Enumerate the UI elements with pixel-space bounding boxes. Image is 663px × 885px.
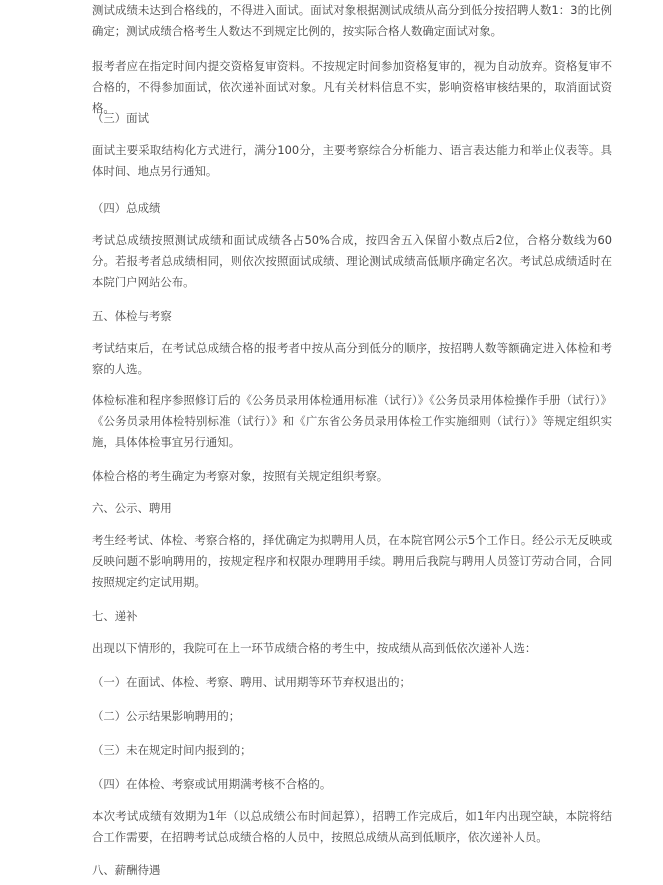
paragraph-qualification-review: 报考者应在指定时间内提交资格复审资料。不按规定时间参加资格复审的，视为自动放弃。资格复审不合格的，不得参加面试，依次递补面试对象。凡有关材料信息不实，影响资格审核结果的，取消面试资格。	[92, 59, 612, 115]
heading-total-score: （四）总成绩	[92, 201, 161, 215]
paragraph-inspection: 体检合格的考生确定为考察对象，按照有关规定组织考察。	[92, 469, 389, 483]
list-item-late-report: （三）未在规定时间内报到的；	[92, 743, 252, 757]
paragraph-total-score: 考试总成绩按照测试成绩和面试成绩各占50%合成，按四舍五入保留小数点后2位，合格分数线为60分。若报考者总成绩相同，则依次按照面试成绩、理论测试成绩高低顺序确定名次。考试总成绩适时在本院门户网站公布。	[92, 233, 612, 289]
paragraph-hiring: 考生经考试、体检、考察合格的，择优确定为拟聘用人员，在本院官网公示5个工作日。经公示无反映或反映问题不影响聘用的，按规定程序和权限办理聘用手续。聘用后我院与聘用人员签订劳动合同，合同按照规定约定试用期。	[92, 533, 612, 589]
list-item-withdrawal: （一）在面试、体检、考察、聘用、试用期等环节弃权退出的；	[92, 675, 411, 689]
paragraph-interview-method: 面试主要采取结构化方式进行，满分100分，主要考察综合分析能力、语言表达能力和举止仪表等。具体时间、地点另行通知。	[92, 143, 612, 178]
paragraph-exam-candidates: 考试结束后，在考试总成绩合格的报考者中按从高分到低分的顺序，按招聘人数等额确定进入体检和考察的人选。	[92, 341, 612, 376]
heading-publicity-hiring: 六、公示、聘用	[92, 501, 172, 515]
heading-interview: （三）面试	[92, 111, 149, 125]
list-item-publicity: （二）公示结果影响聘用的；	[92, 709, 241, 723]
paragraph-replacement-intro: 出现以下情形的，我院可在上一环节成绩合格的考生中，按成绩从高到低依次递补人选：	[92, 641, 537, 655]
paragraph-score-validity: 本次考试成绩有效期为1年（以总成绩公布时间起算），招聘工作完成后，如1年内出现空缺，本院将结合工作需要，在招聘考试总成绩合格的人员中，按照总成绩从高到低顺序，依次递补人员。	[92, 809, 612, 844]
heading-salary: 八、薪酬待遇	[92, 863, 161, 877]
paragraph-exam-standards: 体检标准和程序参照修订后的《公务员录用体检通用标准（试行）》《公务员录用体检操作手册（试行）》《公务员录用体检特别标准（试行）》和《广东省公务员录用体检工作实施细则（试行）》等规定组织实施，具体体检事宜另行通知。	[92, 393, 612, 449]
paragraph-interview-threshold: 测试成绩未达到合格线的，不得进入面试。面试对象根据测试成绩从高分到低分按招聘人数1：3的比例确定；测试成绩合格考生人数达不到规定比例的，按实际合格人数确定面试对象。	[92, 3, 612, 38]
heading-physical-exam: 五、体检与考察	[92, 309, 172, 323]
heading-replacement: 七、递补	[92, 609, 138, 623]
list-item-failed-assessment: （四）在体检、考察或试用期满考核不合格的。	[92, 777, 332, 791]
